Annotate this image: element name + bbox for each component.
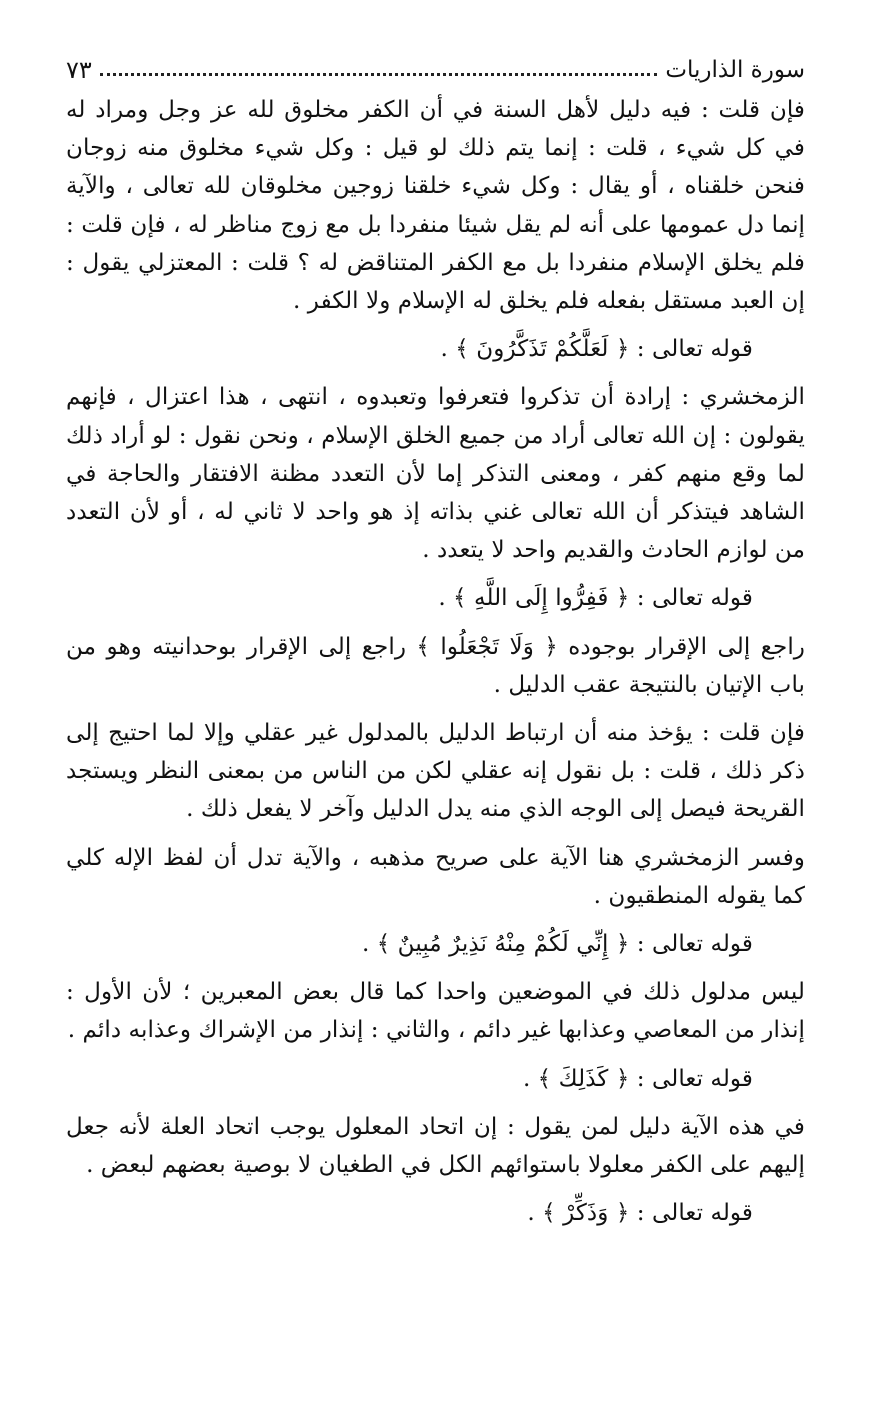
paragraph: وفسر الزمخشري هنا الآية على صريح مذهبه ، والآية تدل أن لفظ الإله كلي كما يقوله المنطقيون .	[66, 843, 805, 909]
surah-title: سورة الذاريات	[665, 57, 805, 83]
paragraph: فإن قلت : يؤخذ منه أن ارتباط الدليل بالمدلول غير عقلي وإلا لما احتيج إلى ذكر ذلك ، قلت : بل نقول إنه عقلي لكن من الناس من بمعنى النظر ويستجد القريحة فيصل إلى الوجه الذي منه يدل الدليل وآخر لا يفعل ذلك .	[66, 719, 805, 823]
book-page	[0, 55, 873, 1422]
verse-heading: قوله تعالى : ﴿ وَذَكِّرْ ﴾ .	[527, 1199, 753, 1227]
page-number: ٧٣	[66, 56, 92, 84]
paragraph: فإن قلت : فيه دليل لأهل السنة في أن الكفر مخلوق لله عز وجل ومراد له في كل شيء ، قلت : إنما يتم ذلك لو قيل : وكل شيء مخلوق منه زوجان فنحن خلقناه ، أو يقال : وكل شيء خلقنا زوجين مخلوقان لله تعالى ، والآية إنما دل عمومها على أنه لم يقل شيئا منفردا بل مع زوج مناظر له ، فإن قلت : فلم يخلق الإسلام منفردا بل مع الكفر المتناقض له ؟ قلت : المعتزلي يقول : إن العبد مستقل بفعله فلم يخلق له الإسلام ولا الكفر .	[66, 96, 805, 315]
page-body	[66, 91, 805, 1232]
paragraph: ليس مدلول ذلك في الموضعين واحدا كما قال بعض المعبرين ؛ لأن الأول : إنذار من المعاصي وعذابها غير دائم ، والثاني : إنذار من الإشراك وعذابه دائم .	[66, 978, 805, 1044]
verse-heading: قوله تعالى : ﴿ فَفِرُّوا إِلَى اللَّهِ ﴾ .	[438, 584, 753, 612]
verse-heading: قوله تعالى : ﴿ إِنِّي لَكُمْ مِنْهُ نَذِيرٌ مُبِينٌ ﴾ .	[361, 930, 753, 958]
paragraph: راجع إلى الإقرار بوجوده ﴿ وَلَا تَجْعَلُوا ﴾ راجع إلى الإقرار بوحدانيته وهو من باب الإتيان بالنتيجة عقب الدليل .	[66, 632, 805, 698]
paragraph: الزمخشري : إرادة أن تذكروا فتعرفوا وتعبدوه ، انتهى ، هذا اعتزال ، فإنهم يقولون : إن الله تعالى أراد من جميع الخلق الإسلام ، ونحن نقول : لو أراد ذلك لما وقع منهم كفر ، ومعنى التذكر إما لأن التعدد مظنة الافتقار والحاجة في الشاهد فيتذكر أن الله تعالى غني بذاته إذ هو واحد لا ثاني له ، أو لأن التعدد من لوازم الحادث والقديم واحد لا يتعدد .	[66, 383, 805, 564]
verse-heading: قوله تعالى : ﴿ كَذَلِكَ ﴾ .	[522, 1064, 753, 1092]
paragraph: في هذه الآية دليل لمن يقول : إن اتحاد المعلول يوجب اتحاد العلة لأنه جعل إليهم على الكفر معلولا باستوائهم الكل في الطغيان لا بوصية بعضهم لبعض .	[66, 1112, 805, 1179]
header-dotted-leader	[100, 73, 658, 76]
verse-heading: قوله تعالى : ﴿ لَعَلَّكُمْ تَذَكَّرُونَ ﴾ .	[440, 335, 753, 363]
page-header	[66, 55, 805, 85]
